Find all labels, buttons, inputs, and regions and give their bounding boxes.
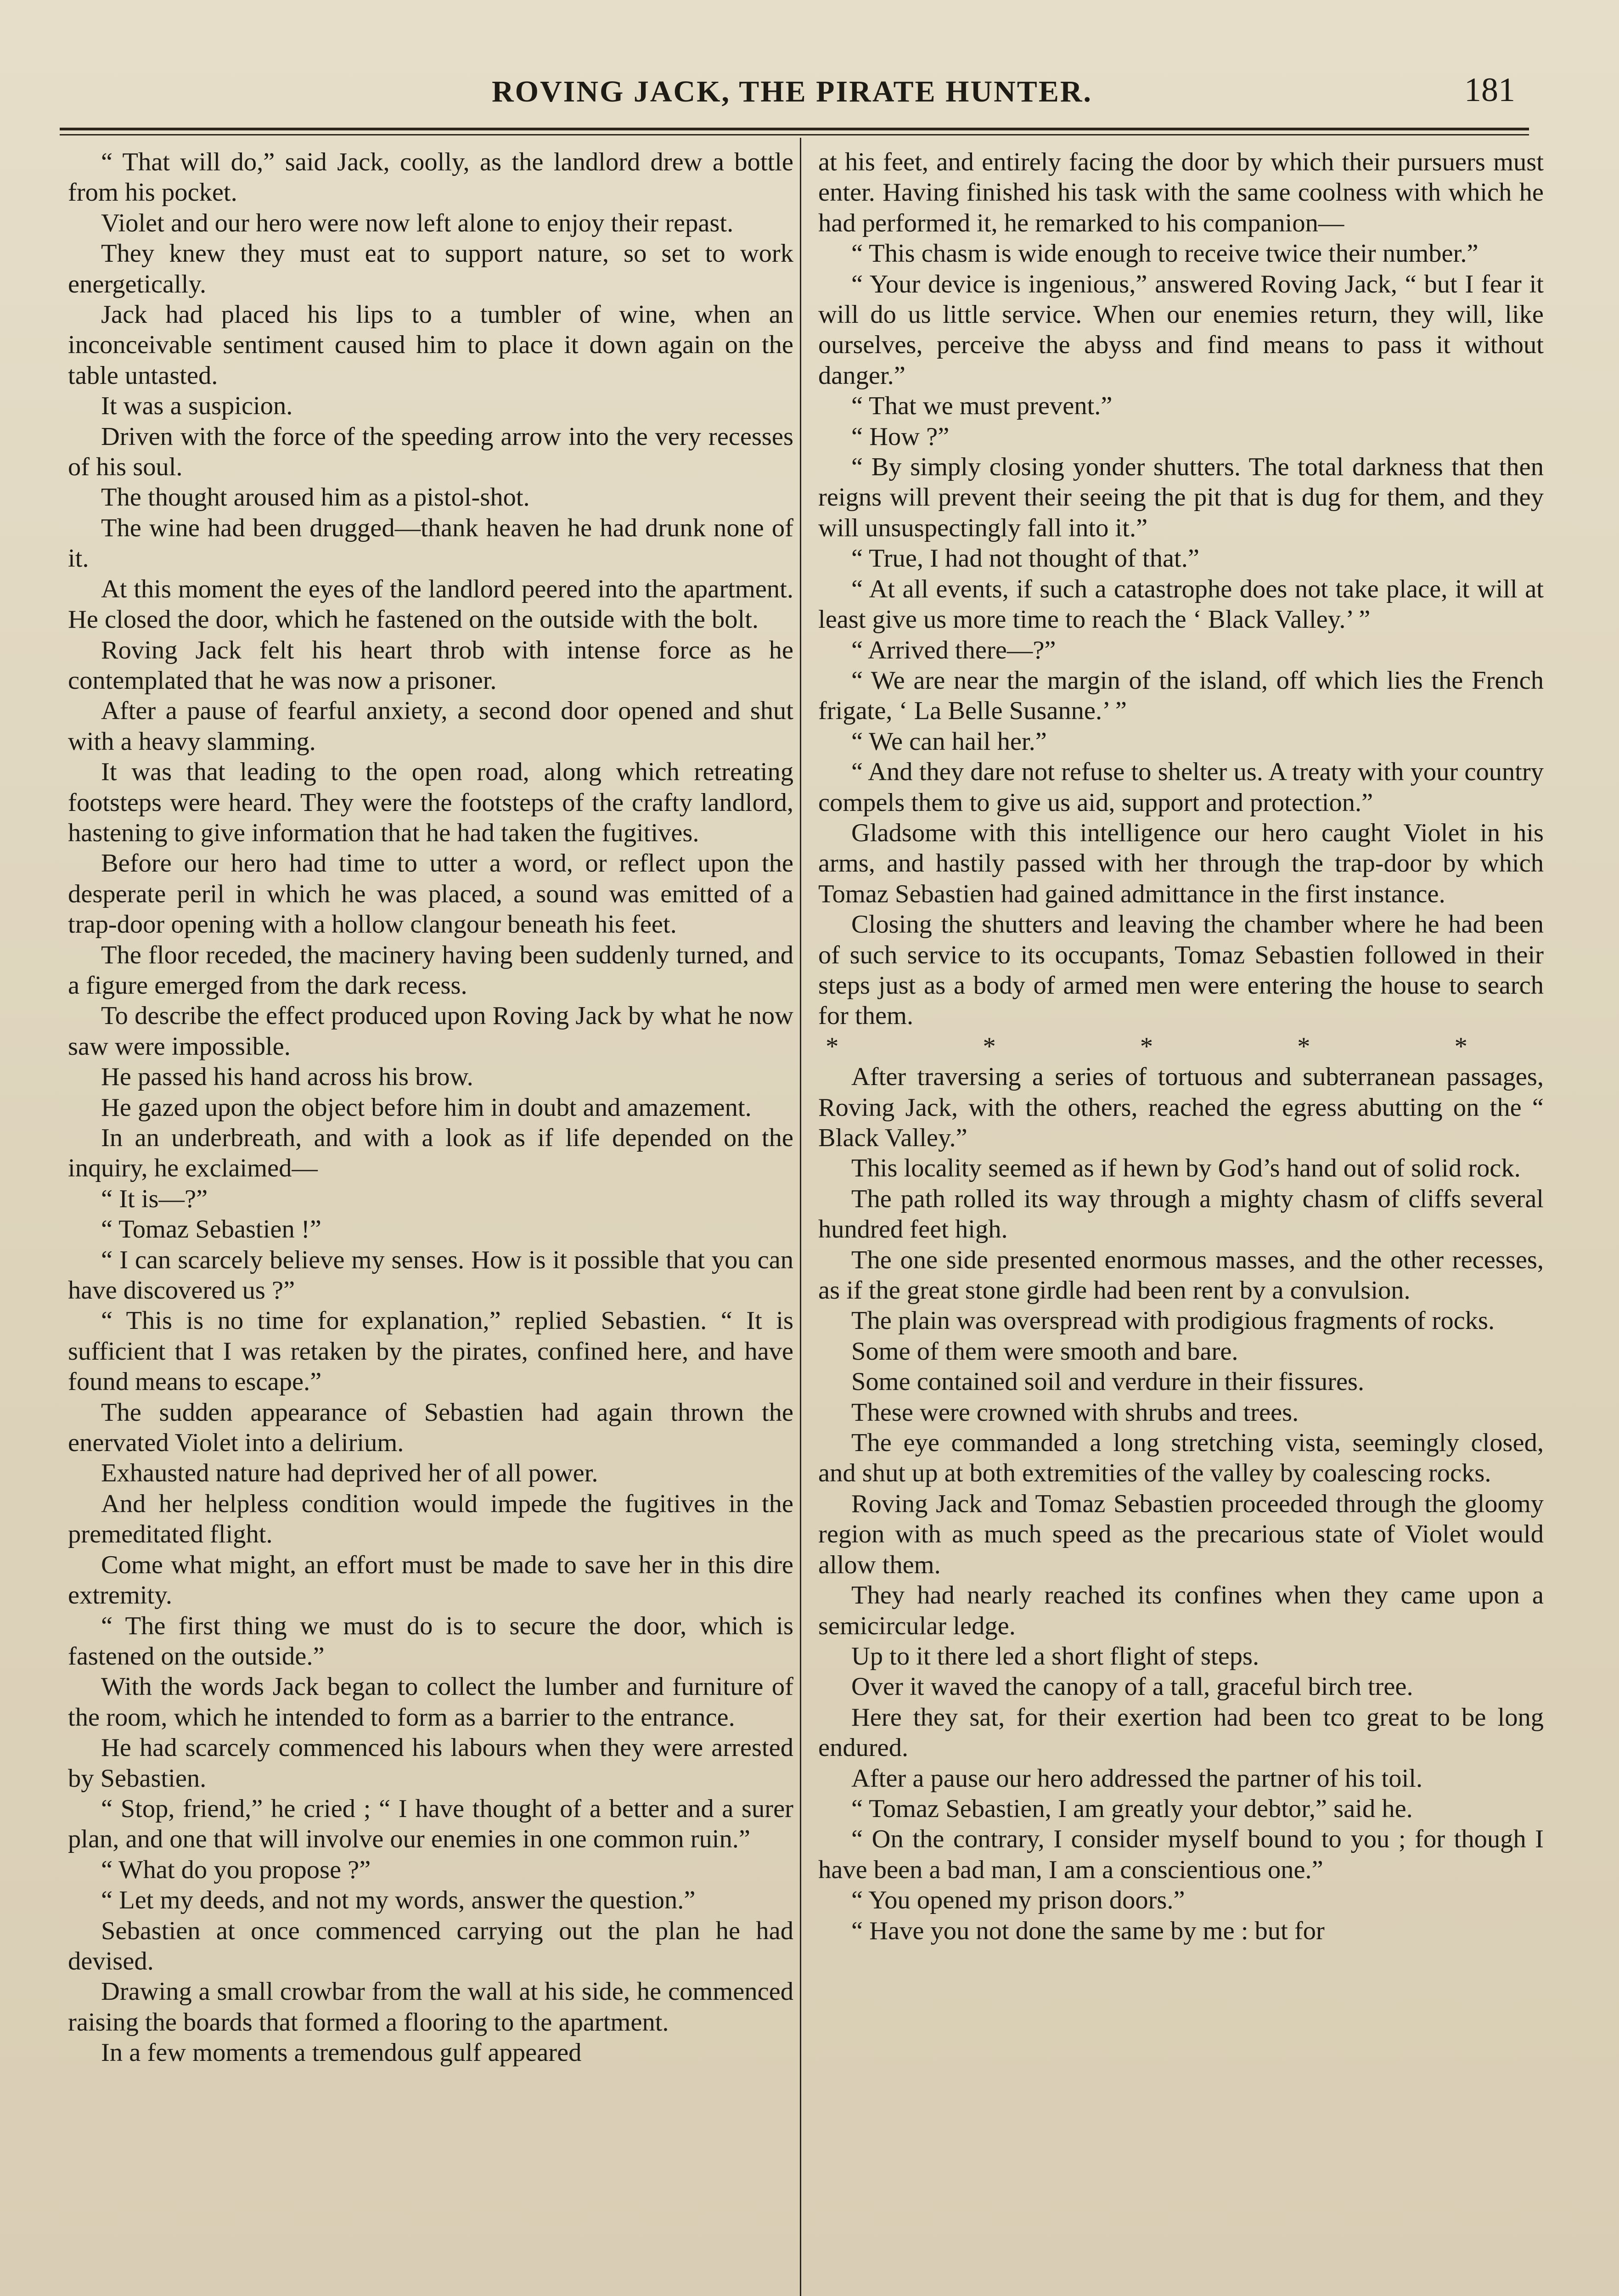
paragraph: These were crowned with shrubs and trees. [851, 1398, 1299, 1427]
paragraph: at his feet, and entirely facing the door by which their pursuers must enter. Having finished his task with the same coolness with which he had performed it, he remarked to his companion— [818, 148, 1544, 237]
paragraph: It was that leading to the open road, along which retreating footsteps were heard. They were the footsteps of the crafty landlord, hastening to give information that he had taken the fugitives. [68, 758, 793, 847]
paragraph: “ True, I had not thought of that.” [851, 544, 1199, 573]
paragraph: “ Have you not done the same by me : but for [851, 1916, 1325, 1945]
paragraph: He had scarcely commenced his labours when they were arrested by Sebastien. [68, 1733, 793, 1793]
paragraph: To describe the effect produced upon Roving Jack by what he now saw were impossible. [68, 1002, 793, 1061]
paragraph: The sudden appearance of Sebastien had again thrown the enervated Violet into a delirium. [68, 1398, 793, 1458]
paragraph: “ That will do,” said Jack, coolly, as the landlord drew a bottle from his pocket. [68, 148, 793, 207]
right-column [818, 147, 1544, 2296]
paragraph: The one side presented enormous masses, and the other recesses, as if the great stone girdle had been rent by a convulsion. [818, 1245, 1544, 1305]
paragraph: With the words Jack began to collect the lumber and furniture of the room, which he intended to form as a barrier to the entrance. [68, 1672, 793, 1732]
paragraph: Exhausted nature had deprived her of all power. [101, 1459, 598, 1488]
paragraph: “ At all events, if such a catastrophe does not take place, it will at least give us more time to reach the ‘ Black Valley.’ ” [818, 574, 1544, 634]
paragraph: The floor receded, the macinery having been suddenly turned, and a figure emerged from the dark recess. [68, 940, 793, 1000]
paragraph: The plain was overspread with prodigious fragments of rocks. [851, 1306, 1495, 1335]
paragraph: “ And they dare not refuse to shelter us. A treaty with your country compels them to give us aid, support and protection.” [818, 758, 1544, 817]
paragraph: In an underbreath, and with a look as if life depended on the inquiry, he exclaimed— [68, 1124, 793, 1183]
paragraph: “ Tomaz Sebastien !” [101, 1215, 321, 1244]
paragraph: Some of them were smooth and bare. [851, 1337, 1238, 1366]
paragraph: They had nearly reached its confines when they came upon a semicircular ledge. [818, 1581, 1544, 1640]
paragraph: Driven with the force of the speeding arrow into the very recesses of his soul. [68, 422, 793, 482]
paragraph: “ By simply closing yonder shutters. The total darkness that then reigns will prevent their seeing the pit that is dug for them, and they will unsuspectingly fall into it.” [818, 453, 1544, 542]
paragraph: Up to it there led a short flight of steps. [851, 1642, 1259, 1671]
paragraph: The eye commanded a long stretching vista, seemingly closed, and shut up at both extremities of the valley by coalescing rocks. [818, 1429, 1544, 1488]
paragraph: Violet and our hero were now left alone to enjoy their repast. [101, 208, 734, 237]
paragraph: They knew they must eat to support nature, so set to work energetically. [68, 239, 793, 298]
header-rule-thick [60, 128, 1529, 130]
paragraph: He gazed upon the object before him in doubt and amazement. [101, 1093, 752, 1122]
paragraph: After a pause of fearful anxiety, a second door opened and shut with a heavy slamming. [68, 697, 793, 756]
paragraph: Roving Jack and Tomaz Sebastien proceeded through the gloomy region with as much speed as the precarious state of Violet would allow them. [818, 1489, 1544, 1579]
paragraph: After a pause our hero addressed the partner of his toil. [851, 1764, 1423, 1793]
paragraph: “ What do you propose ?” [101, 1855, 371, 1884]
column-divider [800, 138, 801, 2296]
running-title: ROVING JACK, THE PIRATE HUNTER. [491, 75, 1093, 108]
paragraph: “ This is no time for explanation,” replied Sebastien. “ It is sufficient that I was retaken by the pirates, confined here, and have found means to escape.” [68, 1306, 793, 1396]
paragraph: “ That we must prevent.” [851, 392, 1113, 421]
paragraph: “ We can hail her.” [851, 727, 1047, 756]
header-rule-thin [60, 134, 1529, 135]
paragraph: Roving Jack felt his heart throb with intense force as he contemplated that he was now a prisoner. [68, 636, 793, 695]
paragraph: Before our hero had time to utter a word, or reflect upon the desperate peril in which he was placed, a sound was emitted of a trap-door opening with a hollow clangour beneath his feet. [68, 849, 793, 939]
section-break: * * * * * [826, 1032, 1536, 1061]
paragraph: The thought aroused him as a pistol-shot. [101, 483, 530, 512]
paragraph: This locality seemed as if hewn by God’s hand out of solid rock. [851, 1154, 1521, 1183]
paragraph: “ Let my deeds, and not my words, answer the question.” [101, 1886, 696, 1915]
paragraph: Sebastien at once commenced carrying out the plan he had devised. [68, 1916, 793, 1975]
paragraph: “ We are near the margin of the island, off which lies the French frigate, ‘ La Belle Susanne.’ ” [818, 666, 1544, 726]
paragraph: In a few moments a tremendous gulf appeared [101, 2038, 582, 2067]
paragraph: And her helpless condition would impede the fugitives in the premeditated flight. [68, 1489, 793, 1549]
paragraph: “ On the contrary, I consider myself bound to you ; for though I have been a bad man, I am a conscientious one.” [818, 1825, 1544, 1884]
paragraph: “ It is—?” [101, 1184, 208, 1213]
paragraph: “ Tomaz Sebastien, I am greatly your debtor,” said he. [851, 1794, 1413, 1823]
paragraph: “ Stop, friend,” he cried ; “ I have thought of a better and a surer plan, and one that will involve our enemies in one common ruin.” [68, 1794, 793, 1854]
paragraph: “ I can scarcely believe my senses. How is it possible that you can have discovered us ?” [68, 1245, 793, 1305]
paragraph: Jack had placed his lips to a tumbler of wine, when an inconceivable sentiment caused him to place it down again on the table untasted. [68, 300, 793, 390]
paragraph: Drawing a small crowbar from the wall at his side, he commenced raising the boards that formed a flooring to the apartment. [68, 1977, 793, 2037]
page-header [69, 69, 1515, 119]
page-number: 181 [1464, 71, 1515, 109]
paragraph: Over it waved the canopy of a tall, graceful birch tree. [851, 1672, 1413, 1701]
paragraph: “ How ?” [851, 422, 950, 451]
paragraph: “ You opened my prison doors.” [851, 1886, 1185, 1915]
paragraph: It was a suspicion. [101, 392, 293, 421]
paragraph: After traversing a series of tortuous and subterranean passages, Roving Jack, with the others, reached the egress abutting on the “ Black Valley.” [818, 1063, 1544, 1152]
paragraph: Come what might, an effort must be made to save her in this dire extremity. [68, 1550, 793, 1610]
paragraph: The path rolled its way through a mighty chasm of cliffs several hundred feet high. [818, 1184, 1544, 1244]
paragraph: Here they sat, for their exertion had been tco great to be long endured. [818, 1703, 1544, 1762]
paragraph: “ The first thing we must do is to secure the door, which is fastened on the outside.” [68, 1611, 793, 1671]
left-column [68, 147, 793, 2296]
paragraph: “ This chasm is wide enough to receive twice their number.” [851, 239, 1478, 268]
paragraph: Closing the shutters and leaving the chamber where he had been of such service to its occupants, Tomaz Sebastien followed in their steps just as a body of armed men were entering the house to search for them. [818, 910, 1544, 1030]
paragraph: He passed his hand across his brow. [101, 1063, 473, 1092]
paragraph: “ Arrived there—?” [851, 636, 1056, 664]
paragraph: At this moment the eyes of the landlord peered into the apartment. He closed the door, which he fastened on the outside with the bolt. [68, 574, 793, 634]
paragraph: The wine had been drugged—thank heaven he had drunk none of it. [68, 513, 793, 573]
paragraph: “ Your device is ingenious,” answered Roving Jack, “ but I fear it will do us little service. When our enemies return, they will, like ourselves, perceive the abyss and find means to pass it without danger.” [818, 270, 1544, 390]
paragraph: Some contained soil and verdure in their fissures. [851, 1367, 1365, 1396]
paragraph: Gladsome with this intelligence our hero caught Violet in his arms, and hastily passed with her through the trap-door by which Tomaz Sebastien had gained admittance in the first instance. [818, 818, 1544, 908]
